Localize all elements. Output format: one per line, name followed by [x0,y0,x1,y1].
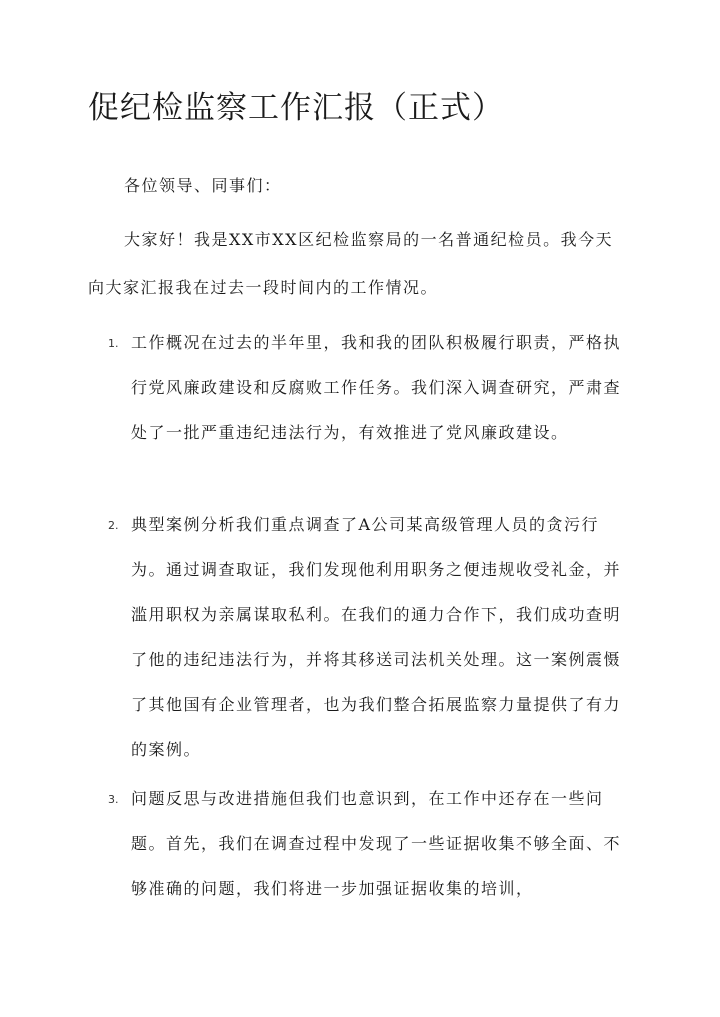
list-item-text: 工作概况在过去的半年里，我和我的团队积极履行职责，严格执行党风廉政建设和反腐败工作任务。我们深入调查研究，严肃查处了一批严重违纪违法行为，有效推进了党风廉政建设。 [131,333,622,442]
list-item-text: 问题反思与改进措施但我们也意识到，在工作中还存在一些问题。首先，我们在调查过程中发现了一些证据收集不够全面、不够准确的问题，我们将进一步加强证据收集的培训， [131,789,622,898]
salutation: 各位领导、同事们： [124,176,282,195]
list-item-number: 3. [108,793,119,806]
list-item-number: 1. [108,337,119,350]
list-item-text: 典型案例分析我们重点调查了A公司某高级管理人员的贪污行为。通过调查取证，我们发现他利用职务之便违规收受礼金，并滥用职权为亲属谋取私利。在我们的通力合作下，我们成功查明了他的违纪违法行为，并将其移送司法机关处理。这一案例震慑了其他国有企业管理者，也为我们整合拓展监察力量提供了有力的案例。 [131,515,622,759]
page-title: 促纪检监察工作汇报（正式） [88,90,504,126]
intro-paragraph: 大家好！我是XX市XX区纪检监察局的一名普通纪检员。我今天向大家汇报我在过去一段时间内的工作情况。 [88,230,614,297]
list-item-number: 2. [108,519,119,532]
